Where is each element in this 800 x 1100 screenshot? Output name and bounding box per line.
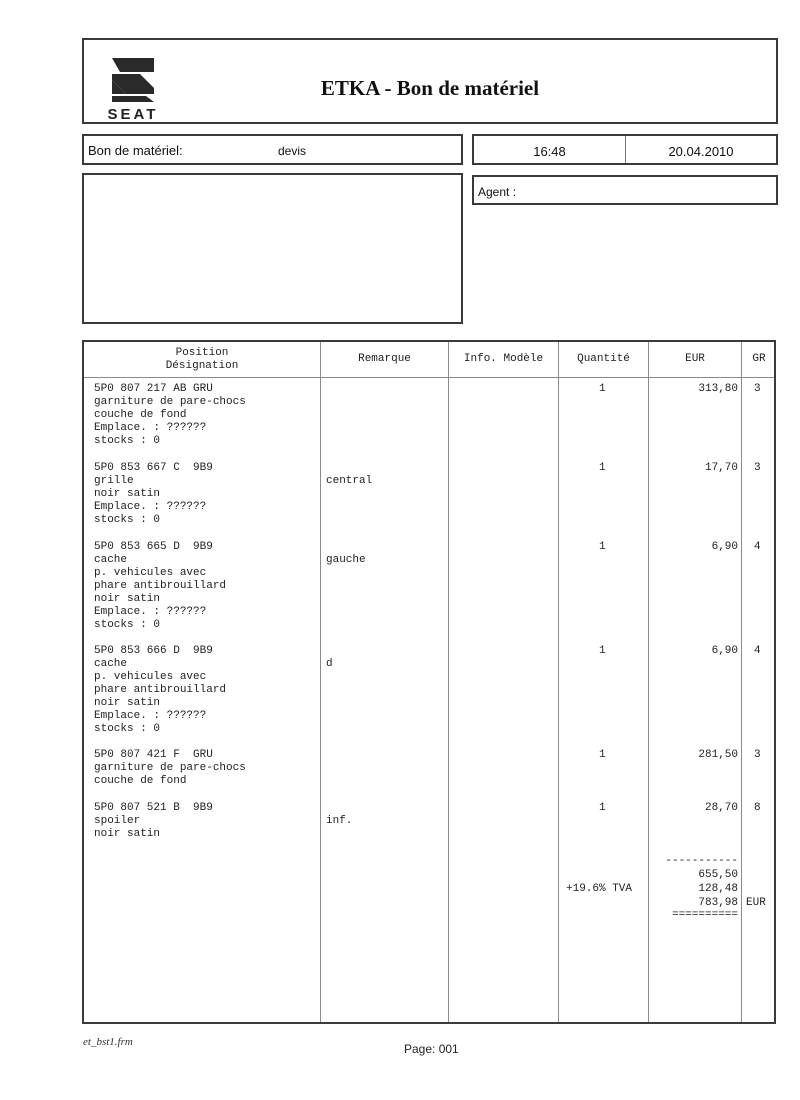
designation-line: Emplace. : ?????? (94, 422, 207, 434)
designation-line: phare antibrouillard (94, 580, 227, 592)
bon-label: Bon de matériel: (88, 143, 183, 158)
column-divider (320, 342, 321, 1022)
row-price: 17,70 (704, 462, 738, 474)
designation-line: noir satin (94, 697, 161, 709)
datetime-field (472, 134, 778, 165)
row-group: 3 (754, 749, 761, 761)
row-price: 6,90 (711, 541, 738, 553)
bon-value: devis (278, 144, 307, 158)
designation-line: couche de fond (94, 409, 187, 421)
designation-line: cache (94, 658, 128, 670)
row-group: 4 (754, 645, 761, 657)
row-remarque: central (326, 475, 373, 487)
designation-line: Emplace. : ?????? (94, 606, 207, 618)
total-value: 783,98 (698, 897, 738, 909)
row-group: 8 (754, 802, 761, 814)
designation-line: noir satin (94, 593, 161, 605)
header-position-label: Position (175, 346, 229, 359)
header-info-modele: Info. Modèle (463, 353, 544, 365)
row-quantity: 1 (599, 645, 606, 657)
designation-line: stocks : 0 (94, 435, 161, 447)
tax-value: 128,48 (698, 883, 738, 895)
designation-line: 5P0 807 521 B 9B9 (94, 802, 213, 814)
column-divider (558, 342, 559, 1022)
totals-separator-top: ----------- (665, 855, 738, 867)
row-remarque: inf. (326, 815, 353, 827)
row-price: 281,50 (698, 749, 738, 761)
column-divider (448, 342, 449, 1022)
row-remarque: gauche (326, 554, 366, 566)
row-quantity: 1 (599, 749, 606, 761)
parts-table (82, 340, 776, 1024)
row-designation (94, 462, 213, 527)
row-designation (94, 645, 226, 736)
row-remarque: d (326, 658, 333, 670)
time-value: 16:48 (533, 144, 566, 159)
row-group: 3 (754, 383, 761, 395)
logo-text: SEAT (107, 106, 159, 122)
row-designation (94, 383, 246, 448)
designation-line: grille (94, 475, 134, 487)
header-designation-label: Désignation (165, 359, 239, 372)
agent-label: Agent : (478, 185, 517, 199)
column-divider (741, 342, 742, 1022)
row-price: 28,70 (704, 802, 738, 814)
row-quantity: 1 (599, 383, 606, 395)
designation-line: 5P0 807 421 F GRU (94, 749, 213, 761)
row-quantity: 1 (599, 541, 606, 553)
tax-label: +19.6% TVA (566, 883, 633, 895)
row-quantity: 1 (599, 462, 606, 474)
date-value: 20.04.2010 (668, 144, 734, 159)
designation-line: 5P0 853 665 D 9B9 (94, 541, 213, 553)
designation-line: couche de fond (94, 775, 187, 787)
designation-line: p. vehicules avec (94, 671, 207, 683)
address-box (82, 173, 463, 324)
document-header (82, 38, 778, 124)
designation-line: spoiler (94, 815, 141, 827)
row-price: 313,80 (698, 383, 738, 395)
designation-line: Emplace. : ?????? (94, 710, 207, 722)
designation-line: 5P0 853 667 C 9B9 (94, 462, 213, 474)
row-group: 4 (754, 541, 761, 553)
designation-line: garniture de pare-chocs (94, 396, 246, 408)
designation-line: stocks : 0 (94, 723, 161, 735)
header-divider (84, 377, 774, 378)
row-group: 3 (754, 462, 761, 474)
designation-line: 5P0 807 217 AB GRU (94, 383, 213, 395)
agent-field (472, 175, 778, 205)
row-designation (94, 802, 213, 841)
row-designation (94, 541, 226, 632)
header-position (84, 342, 320, 377)
header-remarque: Remarque (358, 353, 411, 365)
designation-line: cache (94, 554, 128, 566)
header-eur: EUR (685, 353, 705, 365)
header-gr: GR (752, 353, 766, 365)
totals-separator-bottom: ========== (671, 909, 738, 921)
designation-line: p. vehicules avec (94, 567, 207, 579)
column-divider (648, 342, 649, 1022)
designation-line: 5P0 853 666 D 9B9 (94, 645, 213, 657)
row-quantity: 1 (599, 802, 606, 814)
designation-line: noir satin (94, 488, 161, 500)
bon-field (82, 134, 463, 165)
total-currency: EUR (746, 897, 766, 909)
form-identifier: et_bst1.frm (83, 1036, 133, 1048)
designation-line: garniture de pare-chocs (94, 762, 246, 774)
row-price: 6,90 (711, 645, 738, 657)
designation-line: stocks : 0 (94, 619, 161, 631)
designation-line: stocks : 0 (94, 514, 161, 526)
page-number: Page: 001 (404, 1042, 459, 1056)
page-title: ETKA - Bon de matériel (320, 76, 540, 100)
designation-line: Emplace. : ?????? (94, 501, 207, 513)
designation-line: noir satin (94, 828, 161, 840)
subtotal-value: 655,50 (698, 869, 738, 881)
row-designation (94, 749, 246, 788)
designation-line: phare antibrouillard (94, 684, 227, 696)
header-quantite: Quantité (577, 353, 630, 365)
